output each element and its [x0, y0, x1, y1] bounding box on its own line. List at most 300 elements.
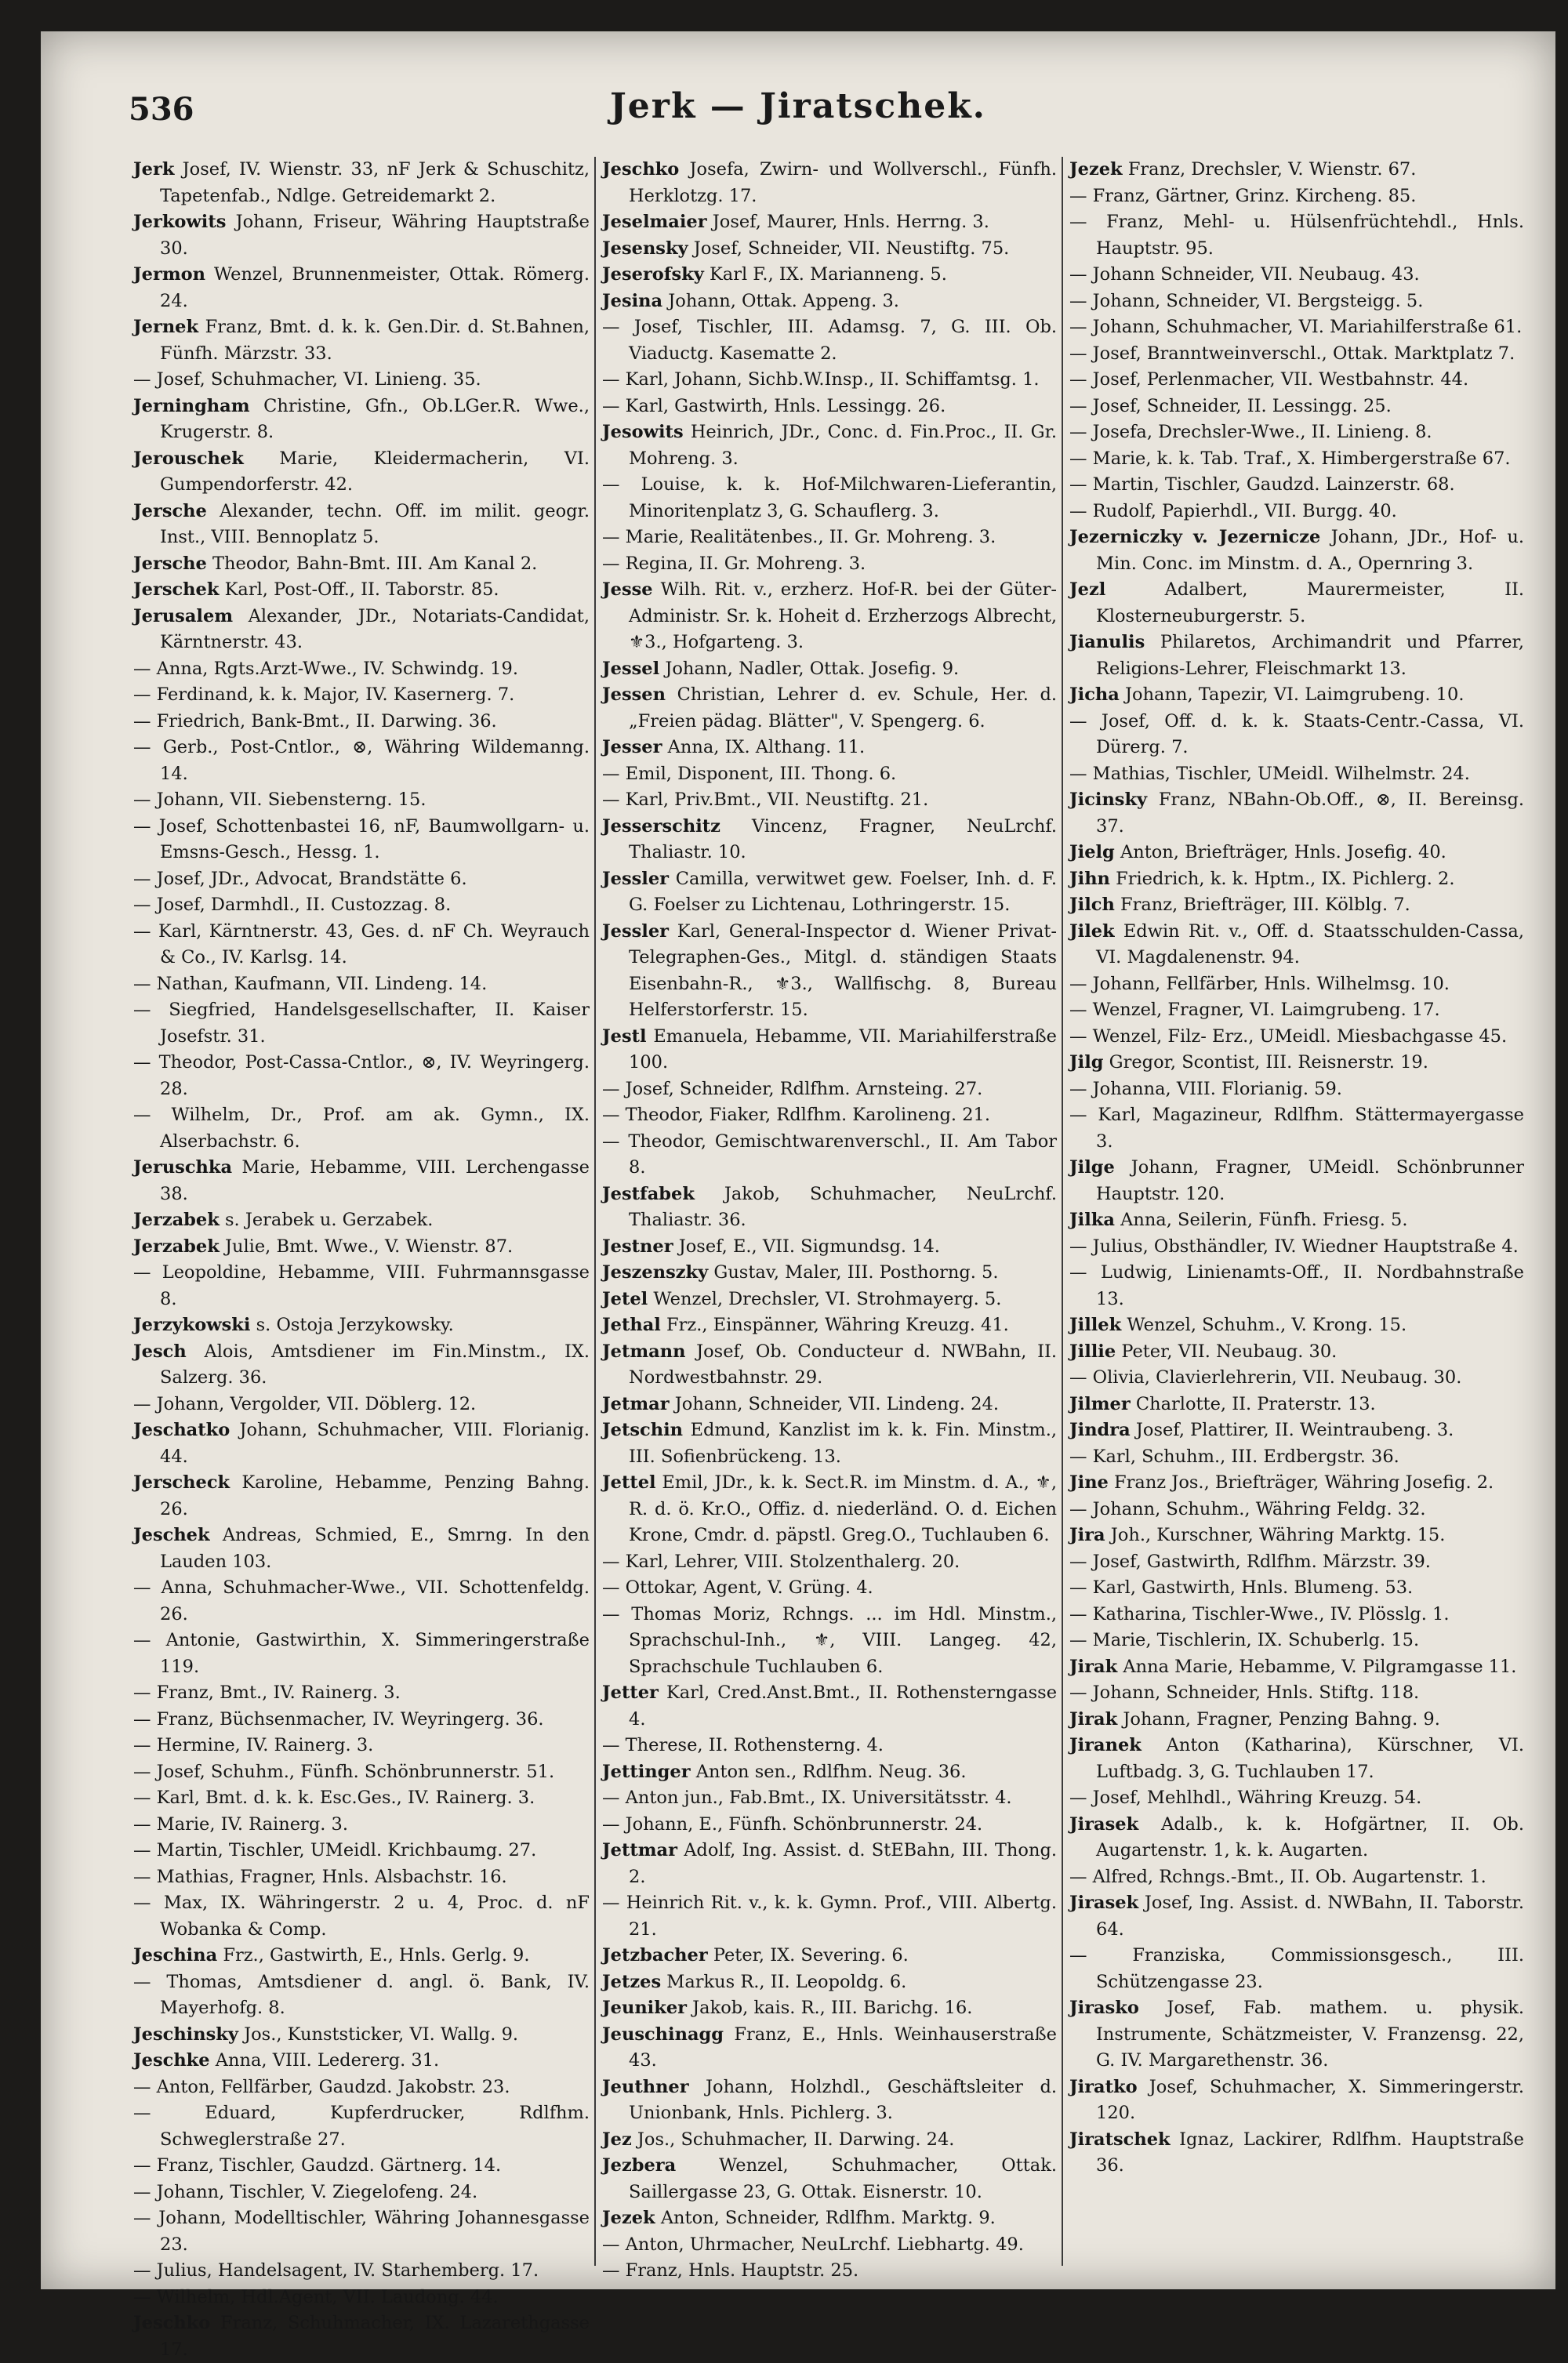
entry-text: — Josef, Schneider, II. Lessingg. 25. [1069, 395, 1392, 416]
entry-text: Alexander, techn. Off. im milit. geogr. Inst., VIII. Bennoplatz 5. [160, 500, 590, 547]
entry-text: — Marie, k. k. Tab. Traf., X. Himbergerstraße 67. [1069, 448, 1511, 469]
entry-name: Jestl [602, 1025, 647, 1047]
entry-text: Vincenz, Fragner, NeuLrchf. Thaliastr. 10. [629, 815, 1058, 862]
entry-text: Adalbert, Maurermeister, II. Klosterneuburgerstr. 5. [1096, 579, 1524, 626]
entry-text: — Wilhelm, Dr., Prof. am ak. Gymn., IX. Alserbachstr. 6. [133, 1105, 590, 1152]
directory-entry [1069, 419, 1524, 446]
entry-text: Franz, NBahn-Ob.Off., ⊗, II. Bereinsg. 37. [1096, 789, 1525, 837]
directory-entry [133, 1812, 590, 1838]
directory-entry [133, 577, 590, 604]
entry-text: — Julius, Handelsagent, IV. Starhemberg. 17. [133, 2260, 539, 2281]
entry-text: Friedrich, k. k. Hptm., IX. Pichlerg. 2. [1116, 868, 1455, 889]
entry-text: — Johann, Fellfärber, Hnls. Wilhelmsg. 10. [1069, 973, 1450, 994]
directory-entry [133, 2180, 590, 2206]
directory-entry [1069, 1943, 1524, 1995]
directory-entry [602, 787, 1057, 814]
entry-text: Anna, IX. Althang. 11. [667, 737, 866, 757]
entry-text: Anton, Briefträger, Hnls. Josefig. 40. [1120, 842, 1446, 862]
running-title: Jerk — Jiratschek. [609, 86, 987, 126]
directory-entry [1069, 1785, 1524, 1812]
directory-entry [133, 2205, 590, 2258]
entry-text: Adalb., k. k. Hofgärtner, II. Ob. Augartenstr. 1, k. k. Augarten. [1096, 1813, 1524, 1860]
entry-text: Karoline, Hebamme, Penzing Bahng. 26. [160, 1472, 590, 1519]
directory-entry [602, 262, 1057, 289]
entry-text: — Franziska, Commissionsgesch., III. Schützengasse 23. [1069, 1945, 1524, 1992]
entry-text: — Josefa, Drechsler-Wwe., II. Linieng. 8. [1069, 422, 1432, 442]
entry-name: Jirak [1069, 1656, 1118, 1677]
directory-entry [602, 1470, 1057, 1549]
entry-text: — Ludwig, Linienamts-Off., II. Nordbahnstraße 13. [1069, 1262, 1524, 1309]
directory-entry [133, 2153, 590, 2180]
directory-entry [133, 499, 590, 551]
directory-entry [1069, 289, 1524, 315]
entry-name: Jine [1069, 1472, 1109, 1493]
entry-name: Jianulis [1069, 632, 1145, 652]
entry-text: — Karl, Gastwirth, Hnls. Lessingg. 26. [602, 395, 946, 416]
directory-entry [1069, 761, 1524, 788]
entry-name: Jillek [1069, 1315, 1122, 1335]
entry-text: — Franz, Mehl- u. Hülsenfrüchtehdl., Hnls. Hauptstr. 95. [1069, 212, 1524, 259]
directory-entry [133, 2074, 590, 2101]
directory-entry [602, 919, 1057, 1024]
entry-text: — Martin, Tischler, Gaudzd. Lainzerstr. 68. [1069, 474, 1455, 495]
directory-entry [602, 314, 1057, 367]
entry-text: — Franz, Büchsenmacher, IV. Weyringerg. 36. [133, 1708, 544, 1730]
entry-name: Jetschin [602, 1420, 683, 1440]
entry-text: — Olivia, Clavierlehrerin, VII. Neubaug. 30. [1069, 1367, 1462, 1388]
directory-entry [133, 1523, 590, 1575]
directory-entry [1069, 1575, 1524, 1602]
directory-entry [133, 682, 590, 709]
entry-text: — Franz, Bmt., IV. Rainerg. 3. [133, 1682, 401, 1703]
entry-text: Charlotte, II. Praterstr. 13. [1135, 1393, 1376, 1414]
directory-entry [1069, 1102, 1524, 1155]
directory-entry [1069, 367, 1524, 394]
directory-entry [602, 656, 1057, 683]
directory-entry [133, 971, 590, 998]
directory-entry [602, 1759, 1057, 1786]
entry-name: Jeruschka [133, 1157, 233, 1178]
entry-text: — Franz, Hnls. Hauptstr. 25. [602, 2260, 859, 2281]
directory-entry [602, 525, 1057, 551]
directory-entry [133, 1312, 590, 1339]
entry-name: Jerningham [133, 395, 250, 416]
entry-text: Josef, Schuhmacher, X. Simmeringerstr. 120. [1096, 2076, 1524, 2123]
entry-text: — Josef, Schneider, Rdlfhm. Arnsteing. 27. [602, 1078, 983, 1099]
entry-name: Jezek [602, 2208, 655, 2228]
entry-text: Emanuela, Hebamme, VII. Mariahilferstraße 100. [629, 1025, 1057, 1073]
directory-entry [1069, 1207, 1524, 1234]
directory-entry [1069, 1339, 1524, 1366]
directory-entry [133, 656, 590, 683]
directory-entry [1069, 1234, 1524, 1261]
directory-entry [1069, 1497, 1524, 1523]
entry-name: Jesserschitz [602, 815, 720, 837]
directory-entry [602, 1234, 1057, 1261]
entry-name: Jeuschinagg [602, 2024, 724, 2045]
entry-text: Ignaz, Lackirer, Rdlfhm. Hauptstraße 36. [1096, 2129, 1524, 2176]
directory-entry [133, 1260, 590, 1312]
directory-entry [133, 709, 590, 735]
entry-name: Jezerniczky v. Jezernicze [1069, 527, 1321, 547]
entry-name: Jezbera [602, 2155, 677, 2176]
entry-text: — Johann, Tischler, V. Ziegelofeng. 24. [133, 2181, 478, 2202]
entry-text: Franz, Drechsler, V. Wienstr. 67. [1127, 159, 1417, 180]
entry-text: — Mathias, Fragner, Hnls. Alsbachstr. 16. [133, 1866, 507, 1887]
directory-entry [1069, 1470, 1524, 1497]
entry-text: — Karl, Gastwirth, Hnls. Blumeng. 53. [1069, 1577, 1414, 1598]
entry-text: — Martin, Tischler, UMeidl. Krichbaumg. 27. [133, 1840, 537, 1860]
entry-text: Anton, Schneider, Rdlfhm. Marktg. 9. [660, 2208, 996, 2228]
entry-text: Jakob, kais. R., III. Barichg. 16. [692, 1998, 973, 2018]
entry-text: — Gerb., Post-Cntlor., ⊗, Währing Wildemanng. 14. [133, 737, 590, 784]
entry-text: Gustav, Maler, III. Posthorng. 5. [713, 1262, 999, 1283]
entry-name: Jeschko [602, 159, 680, 180]
directory-entry [133, 1785, 590, 1812]
entry-text: Johann, Holzhdl., Geschäftsleiter d. Unionbank, Hnls. Pichlerg. 3. [629, 2076, 1057, 2123]
entry-name: Jerusalem [133, 605, 234, 626]
entry-text: — Johann, E., Fünfh. Schönbrunnerstr. 24. [602, 1813, 983, 1835]
directory-entry [1069, 840, 1524, 866]
entry-text: — Josef, Tischler, III. Adamsg. 7, G. III. Ob. Viaductg. Kasematte 2. [602, 317, 1057, 364]
directory-entry [602, 2074, 1057, 2127]
entry-name: Jesensky [602, 238, 688, 259]
entry-name: Jetmann [602, 1341, 686, 1362]
entry-text: Wilh. Rit. v., erzherz. Hof-R. bei der Güter-Administr. Sr. k. Hoheit d. Erzherzogs Albrecht, ⚜3., Hofgarteng. 3. [629, 579, 1057, 652]
entry-name: Jerzykowski [133, 1315, 251, 1335]
directory-entry [602, 1969, 1057, 1996]
entry-name: Jessel [602, 658, 660, 679]
directory-entry [1069, 1602, 1524, 1628]
entry-text: Anna, Seilerin, Fünfh. Friesg. 5. [1120, 1210, 1408, 1230]
directory-columns [127, 157, 1530, 2360]
entry-text: — Theodor, Post-Cassa-Cntlor., ⊗, IV. Weyringerg. 28. [133, 1052, 590, 1099]
directory-entry [133, 1943, 590, 1969]
directory-entry [602, 551, 1057, 578]
directory-entry [1069, 341, 1524, 368]
directory-entry [1069, 446, 1524, 473]
entry-text: — Johann, Modelltischler, Währing Johannesgasse 23. [133, 2208, 590, 2255]
entry-text: — Franz, Tischler, Gaudzd. Gärtnerg. 14. [133, 2155, 502, 2176]
entry-text: — Thomas Moriz, Rchngs. ... im Hdl. Minstm., Sprachschul-Inh., ⚜, VIII. Langeg. 42, Sprachschule Tuchlauben 6. [602, 1603, 1057, 1677]
entry-name: Jessler [602, 920, 670, 942]
directory-entry [602, 419, 1057, 472]
entry-name: Jesse [602, 579, 653, 600]
entry-name: Jettel [602, 1472, 656, 1493]
directory-entry [133, 1733, 590, 1759]
entry-text: — Ottokar, Agent, V. Grüng. 4. [602, 1577, 873, 1598]
entry-text: — Josef, Schuhmacher, VI. Linieng. 35. [133, 369, 481, 390]
directory-entry [602, 866, 1057, 919]
entry-name: Jilek [1069, 920, 1115, 942]
directory-entry [133, 814, 590, 866]
directory-entry [1069, 157, 1524, 183]
entry-text: — Julius, Obsthändler, IV. Wiedner Hauptstraße 4. [1069, 1236, 1519, 1257]
entry-name: Jicha [1069, 684, 1120, 705]
entry-text: — Alfred, Rchngs.-Bmt., II. Ob. Augartenstr. 1. [1069, 1866, 1486, 1887]
directory-entry [602, 1602, 1057, 1681]
entry-name: Jerzabek [133, 1236, 220, 1257]
entry-name: Jihn [1069, 868, 1110, 889]
entry-text: — Johann, Vergolder, VII. Döblerg. 12. [133, 1393, 477, 1414]
directory-entry [133, 2100, 590, 2153]
column-2 [594, 157, 1062, 2281]
entry-text: — Marie, Tischlerin, IX. Schuberlg. 15. [1069, 1630, 1420, 1650]
entry-name: Jersche [133, 500, 207, 521]
directory-entry [1069, 919, 1524, 971]
entry-text: Alois, Amtsdiener im Fin.Minstm., IX. Salzerg. 36. [160, 1341, 590, 1388]
entry-text: — Mathias, Tischler, UMeidl. Wilhelmstr. 24. [1069, 763, 1470, 784]
directory-entry [133, 1155, 590, 1207]
entry-text: Marie, Hebamme, VIII. Lerchengasse 38. [160, 1157, 590, 1204]
entry-name: Jetmar [602, 1393, 670, 1414]
entry-text: Markus R., II. Leopoldg. 6. [666, 1971, 907, 1992]
entry-text: Edwin Rit. v., Off. d. Staatsschulden-Cassa, VI. Magdalenenstr. 94. [1096, 920, 1524, 967]
directory-entry [133, 262, 590, 314]
entry-text: Frz., Einspänner, Währing Kreuzg. 41. [666, 1315, 1009, 1335]
directory-entry [133, 1392, 590, 1418]
entry-name: Jestner [602, 1236, 673, 1257]
directory-entry [602, 577, 1057, 656]
directory-entry [1069, 314, 1524, 341]
entry-name: Jestfabek [602, 1183, 695, 1204]
directory-entry [1069, 1392, 1524, 1418]
directory-entry [1069, 1707, 1524, 1733]
entry-text: — Heinrich Rit. v., k. k. Gymn. Prof., VIII. Albertg. 21. [602, 1893, 1057, 1940]
directory-entry [1069, 787, 1524, 840]
directory-entry [1069, 1312, 1524, 1339]
directory-entry [1069, 525, 1524, 577]
entry-name: Jezek [1069, 159, 1123, 180]
directory-entry [602, 1287, 1057, 1313]
entry-text: — Josef, Off. d. k. k. Staats-Centr.-Cassa, VI. Dürerg. 7. [1069, 710, 1524, 757]
directory-entry [133, 1575, 590, 1628]
directory-entry [133, 157, 590, 209]
entry-name: Jermon [133, 264, 205, 285]
entry-name: Jiratschek [1069, 2129, 1171, 2150]
directory-entry [602, 472, 1057, 525]
entry-text: — Josef, Perlenmacher, VII. Westbahnstr. 44. [1069, 369, 1469, 390]
entry-text: Philaretos, Archimandrit und Pfarrer, Religions-Lehrer, Fleischmarkt 13. [1096, 632, 1524, 679]
entry-text: Andreas, Schmied, E., Smrng. In den Lauden 103. [160, 1525, 590, 1572]
entry-text: — Josef, Gastwirth, Rdlfhm. Märzstr. 39. [1069, 1551, 1431, 1572]
entry-text: — Karl, Lehrer, VIII. Stolzenthalerg. 20. [602, 1551, 960, 1572]
entry-name: Jetzes [602, 1971, 662, 1992]
directory-entry [602, 1182, 1057, 1234]
directory-entry [1069, 682, 1524, 709]
directory-page [41, 31, 1555, 2360]
directory-entry [133, 1628, 590, 1680]
entry-text: Jakob, Schuhmacher, NeuLrchf. Thaliastr. 36. [629, 1183, 1057, 1230]
directory-entry [133, 1417, 590, 1470]
entry-text: — Marie, Realitätenbes., II. Gr. Mohreng. 3. [602, 527, 996, 547]
directory-entry [1069, 2127, 1524, 2180]
entry-text: Johann, JDr., Hof- u. Min. Conc. im Minstm. d. A., Opernring 3. [1096, 527, 1524, 574]
directory-entry [602, 1785, 1057, 1812]
entry-name: Jessen [602, 684, 666, 705]
entry-name: Jeschko [133, 2313, 211, 2333]
entry-name: Jiratko [1069, 2076, 1138, 2097]
directory-entry [602, 1549, 1057, 1576]
entry-text: — Ferdinand, k. k. Major, IV. Kasernerg. 7. [133, 684, 515, 705]
entry-name: Jeszenszky [602, 1262, 709, 1283]
entry-text: Christian, Lehrer d. ev. Schule, Her. d. „Freien pädag. Blätter", V. Spengerg. 6. [629, 684, 1058, 731]
entry-text: — Johann, Schneider, Hnls. Stiftg. 118. [1069, 1682, 1420, 1703]
directory-entry [602, 2258, 1057, 2285]
entry-name: Jettinger [602, 1761, 691, 1782]
column-1 [127, 157, 594, 2360]
directory-entry [133, 209, 590, 262]
entry-text: Johann, Schneider, VII. Lindeng. 24. [674, 1393, 999, 1414]
directory-entry [1069, 1260, 1524, 1312]
entry-name: Jillie [1069, 1341, 1116, 1362]
entry-text: Wenzel, Schuhmacher, Ottak. Saillergasse 23, G. Ottak. Eisnerstr. 10. [629, 2155, 1058, 2202]
directory-entry [1069, 1890, 1524, 1943]
entry-name: Jerzabek [133, 1210, 220, 1230]
entry-text: — Leopoldine, Hebamme, VIII. Fuhrmannsgasse 8. [133, 1262, 590, 1309]
entry-text: Johann, Schuhmacher, VIII. Florianig. 44. [160, 1420, 590, 1467]
entry-text: — Karl, Priv.Bmt., VII. Neustiftg. 21. [602, 789, 929, 810]
entry-text: Josefa, Zwirn- und Wollverschl., Fünfh. Herklotzg. 17. [629, 159, 1058, 206]
directory-entry [602, 1024, 1057, 1076]
entry-text: — Anton, Fellfärber, Gaudzd. Jakobstr. 23. [133, 2076, 510, 2097]
directory-entry [133, 1969, 590, 2022]
entry-text: Franz, Bmt. d. k. k. Gen.Dir. d. St.Bahnen, Fünfh. Märzstr. 33. [160, 317, 590, 364]
entry-text: — Anton, Uhrmacher, NeuLrchf. Liebhartg. 49. [602, 2234, 1024, 2255]
directory-entry [1069, 394, 1524, 420]
directory-entry [1069, 997, 1524, 1024]
entry-text: — Karl, Bmt. d. k. k. Esc.Ges., IV. Rainerg. 3. [133, 1788, 535, 1808]
directory-entry [133, 2310, 590, 2363]
directory-entry [602, 1838, 1057, 1890]
entry-text: Josef, Fab. mathem. u. physik. Instrumente, Schätzmeister, V. Franzensg. 22, G. IV. Margarethenstr. 36. [1096, 1998, 1524, 2071]
entry-text: Josef, IV. Wienstr. 33, nF Jerk & Schuschitz, Tapetenfab., Ndlge. Getreidemarkt 2. [160, 159, 590, 206]
entry-text: — Karl, Kärntnerstr. 43, Ges. d. nF Ch. Weyrauch & Co., IV. Karlsg. 14. [133, 920, 590, 967]
directory-entry [1069, 1628, 1524, 1654]
directory-entry [602, 2127, 1057, 2154]
directory-entry [602, 1417, 1057, 1470]
entry-text: Josef, Schneider, VII. Neustiftg. 75. [693, 238, 1010, 259]
directory-entry [602, 2205, 1057, 2232]
directory-entry [133, 446, 590, 499]
directory-entry [1069, 1654, 1524, 1681]
entry-name: Jetzbacher [602, 1945, 708, 1966]
entry-text: — Regina, II. Gr. Mohreng. 3. [602, 553, 866, 574]
entry-text: Karl, Cred.Anst.Bmt., II. Rothensterngasse 4. [629, 1682, 1058, 1730]
entry-name: Jirak [1069, 1708, 1118, 1730]
entry-text: Franz, E., Hnls. Weinhauserstraße 43. [629, 2024, 1057, 2071]
entry-name: Jeserofsky [602, 264, 704, 285]
directory-entry [133, 1890, 590, 1943]
entry-text: — Wenzel, Filz- Erz., UMeidl. Miesbachgasse 45. [1069, 1025, 1508, 1047]
entry-name: Jesch [133, 1341, 187, 1362]
directory-entry [1069, 1549, 1524, 1576]
entry-text: Theodor, Bahn-Bmt. III. Am Kanal 2. [212, 553, 538, 574]
entry-name: Jeuniker [602, 1998, 687, 2018]
directory-entry [133, 997, 590, 1050]
directory-entry [133, 1470, 590, 1523]
directory-entry [1069, 1050, 1524, 1076]
entry-text: — Johann, Schuhmacher, VI. Mariahilferstraße 61. [1069, 317, 1523, 337]
directory-entry [602, 1680, 1057, 1733]
entry-text: Gregor, Scontist, III. Reisnerstr. 19. [1109, 1052, 1428, 1073]
entry-text: Anton sen., Rdlfhm. Neug. 36. [695, 1761, 967, 1782]
entry-text: Edmund, Kanzlist im k. k. Fin. Minstm., III. Sofienbrückeng. 13. [629, 1420, 1057, 1467]
directory-entry [602, 1392, 1057, 1418]
entry-name: Jessler [602, 868, 670, 889]
entry-text: Johann, Nadler, Ottak. Josefig. 9. [665, 658, 960, 679]
directory-entry [1069, 866, 1524, 893]
entry-name: Jeuthner [602, 2076, 689, 2097]
directory-entry [133, 551, 590, 578]
entry-text: — Wilhelm, Hdl.Agent, VII. Laudong. 44. [133, 2286, 499, 2307]
directory-entry [602, 682, 1057, 735]
directory-entry [1069, 1365, 1524, 1392]
entry-text: — Josef, Darmhdl., II. Custozzag. 8. [133, 895, 452, 915]
entry-text: Anton (Katharina), Kürschner, VI. Luftbadg. 3, G. Tuchlauben 17. [1096, 1735, 1524, 1782]
entry-text: — Theodor, Fiaker, Rdlfhm. Karolineng. 21. [602, 1105, 991, 1125]
directory-entry [1069, 630, 1524, 682]
directory-entry [1069, 499, 1524, 525]
entry-name: Jerk [133, 159, 175, 180]
directory-entry [602, 1943, 1057, 1969]
entry-text: — Josef, Mehlhdl., Währing Kreuzg. 54. [1069, 1788, 1422, 1808]
directory-entry [133, 1102, 590, 1155]
entry-text: Karl, Post-Off., II. Taborstr. 85. [224, 579, 499, 600]
directory-entry [602, 1102, 1057, 1129]
directory-entry [133, 2258, 590, 2285]
entry-text: Franz, Schuhmacher, IX. Lazarethgasse 17. [160, 2313, 590, 2360]
entry-text: Johann, Ottak. Appeng. 3. [668, 290, 899, 311]
directory-entry [133, 1680, 590, 1707]
entry-text: s. Jerabek u. Gerzabek. [224, 1210, 434, 1230]
entry-text: — Josef, Schuhm., Fünfh. Schönbrunnerstr. 51. [133, 1761, 555, 1782]
entry-text: Wenzel, Schuhm., V. Krong. 15. [1127, 1315, 1407, 1335]
directory-entry [602, 1260, 1057, 1287]
entry-text: — Emil, Disponent, III. Thong. 6. [602, 763, 897, 784]
entry-name: Jerscheck [133, 1472, 230, 1493]
page-number: 536 [129, 91, 194, 128]
directory-entry [133, 866, 590, 893]
entry-text: Johann, Fragner, Penzing Bahng. 9. [1123, 1708, 1440, 1730]
directory-entry [1069, 183, 1524, 210]
entry-name: Jetter [602, 1682, 659, 1703]
directory-entry [133, 787, 590, 814]
directory-entry [602, 1812, 1057, 1838]
entry-text: — Friedrich, Bank-Bmt., II. Darwing. 36. [133, 710, 497, 731]
entry-name: Jira [1069, 1525, 1105, 1545]
directory-entry [133, 2048, 590, 2074]
entry-text: Josef, Plattirer, II. Weintraubeng. 3. [1135, 1420, 1454, 1440]
directory-entry [602, 761, 1057, 788]
entry-text: — Antonie, Gastwirthin, X. Simmeringerstraße 119. [133, 1630, 590, 1677]
entry-name: Jiranek [1069, 1735, 1142, 1755]
entry-text: — Anna, Schuhmacher-Wwe., VII. Schottenfeldg. 26. [133, 1577, 590, 1624]
directory-entry [1069, 1155, 1524, 1207]
directory-entry [602, 394, 1057, 420]
directory-entry [133, 1707, 590, 1733]
entry-text: Peter, IX. Severing. 6. [713, 1945, 909, 1966]
directory-entry [1069, 1076, 1524, 1103]
entry-text: Jos., Schuhmacher, II. Darwing. 24. [637, 2129, 955, 2150]
entry-text: Josef, Maurer, Hnls. Herrng. 3. [712, 212, 989, 232]
directory-entry [602, 1995, 1057, 2022]
directory-entry [1069, 209, 1524, 262]
directory-entry [602, 814, 1057, 866]
entry-name: Jeselmaier [602, 212, 707, 232]
entry-text: Franz, Briefträger, III. Kölblg. 7. [1120, 895, 1410, 915]
entry-text: s. Ostoja Jerzykowsky. [256, 1315, 454, 1335]
